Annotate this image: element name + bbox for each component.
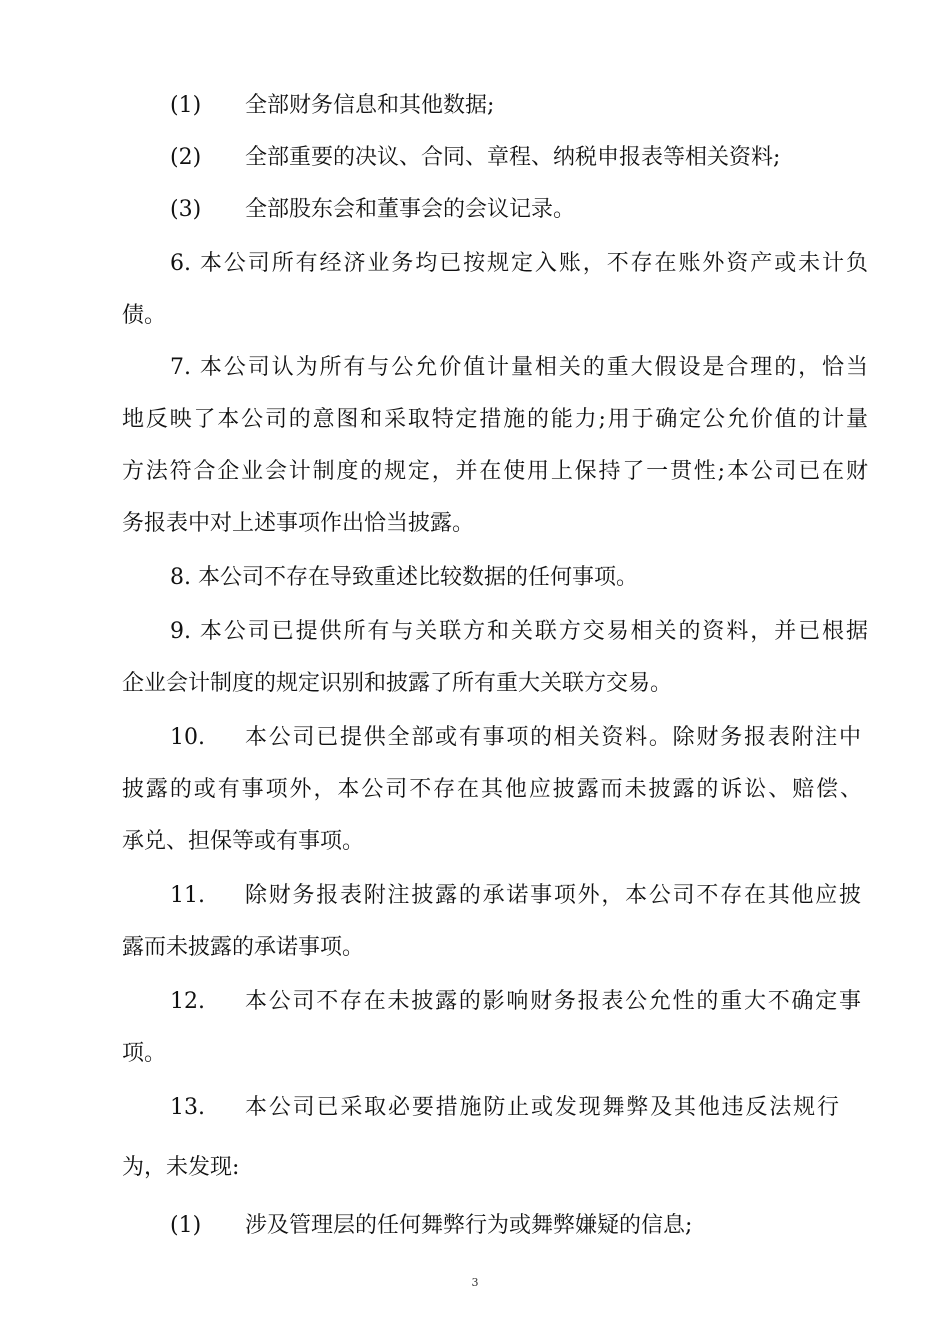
- paragraph-text: 披露的或有事项外，本公司不存在其他应披露而未披露的诉讼、赔偿、: [122, 777, 862, 802]
- paragraph-text: 本公司不存在未披露的影响财务报表公允性的重大不确定事: [245, 989, 861, 1014]
- paragraph-text: 9. 本公司已提供所有与关联方和关联方交易相关的资料，并已根据: [170, 619, 868, 644]
- paragraph-text: 项。: [122, 1041, 167, 1066]
- item-text: 全部财务信息和其他数据;: [245, 93, 495, 118]
- paragraph-9-line: [170, 617, 868, 647]
- paragraph-text: 地反映了本公司的意图和采取特定措施的能力;用于确定公允价值的计量: [122, 407, 868, 432]
- item-marker: (1): [170, 93, 202, 118]
- item-text: 全部重要的决议、合同、章程、纳税申报表等相关资料;: [245, 145, 781, 170]
- paragraph-text: 8. 本公司不存在导致重述比较数据的任何事项。: [170, 565, 638, 590]
- paragraph-text-wrap: [245, 1093, 839, 1123]
- paragraph-marker: 13.: [170, 1095, 205, 1120]
- paragraph-marker: 10.: [170, 725, 205, 750]
- paragraph-text: 为，未发现:: [122, 1155, 240, 1180]
- paragraph-text: 务报表中对上述事项作出恰当披露。: [122, 511, 475, 536]
- paragraph-text-wrap: [245, 881, 861, 911]
- item-marker: (2): [170, 145, 202, 170]
- paragraph-7-line: [122, 457, 868, 487]
- paragraph-text: 6. 本公司所有经济业务均已按规定入账，不存在账外资产或未计负: [170, 251, 868, 276]
- paragraph-10-line: [122, 775, 862, 805]
- item-text: 全部股东会和董事会的会议记录。: [245, 197, 576, 222]
- paragraph-text-wrap: [245, 987, 861, 1017]
- paragraph-6-line: [170, 249, 868, 279]
- paragraph-text: 债。: [122, 303, 167, 328]
- paragraph-text: 承兑、担保等或有事项。: [122, 829, 365, 854]
- item-marker: (1): [170, 1213, 202, 1238]
- paragraph-text: 本公司已采取必要措施防止或发现舞弊及其他违反法规行: [245, 1095, 839, 1120]
- paragraph-7-line: [122, 509, 474, 539]
- paragraph-8-line: [170, 563, 638, 593]
- paragraph-text: 除财务报表附注披露的承诺事项外，本公司不存在其他应披: [245, 883, 861, 908]
- paragraph-13-line: [122, 1153, 239, 1183]
- paragraph-text: 露而未披露的承诺事项。: [122, 935, 365, 960]
- paragraph-text: 本公司已提供全部或有事项的相关资料。除财务报表附注中: [245, 725, 861, 750]
- item-marker: (3): [170, 197, 202, 222]
- paragraph-7-line: [122, 405, 868, 435]
- paragraph-marker: 11.: [170, 883, 205, 908]
- paragraph-text: 7. 本公司认为所有与公允价值计量相关的重大假设是合理的，恰当: [170, 355, 868, 380]
- paragraph-text-wrap: [245, 723, 861, 753]
- paragraph-10-line: [122, 827, 364, 857]
- paragraph-11-line: [122, 933, 364, 963]
- paragraph-marker: 12.: [170, 989, 205, 1014]
- paragraph-9-line: [122, 669, 672, 699]
- paragraph-text: 企业会计制度的规定识别和披露了所有重大关联方交易。: [122, 671, 673, 696]
- paragraph-text: 方法符合企业会计制度的规定，并在使用上保持了一贯性;本公司已在财: [122, 459, 868, 484]
- paragraph-6-line: [122, 301, 166, 331]
- item-text: 涉及管理层的任何舞弊行为或舞弊嫌疑的信息;: [245, 1213, 693, 1238]
- page-number: 3: [471, 1276, 479, 1289]
- paragraph-12-line: [122, 1039, 166, 1069]
- paragraph-7-line: [170, 353, 868, 383]
